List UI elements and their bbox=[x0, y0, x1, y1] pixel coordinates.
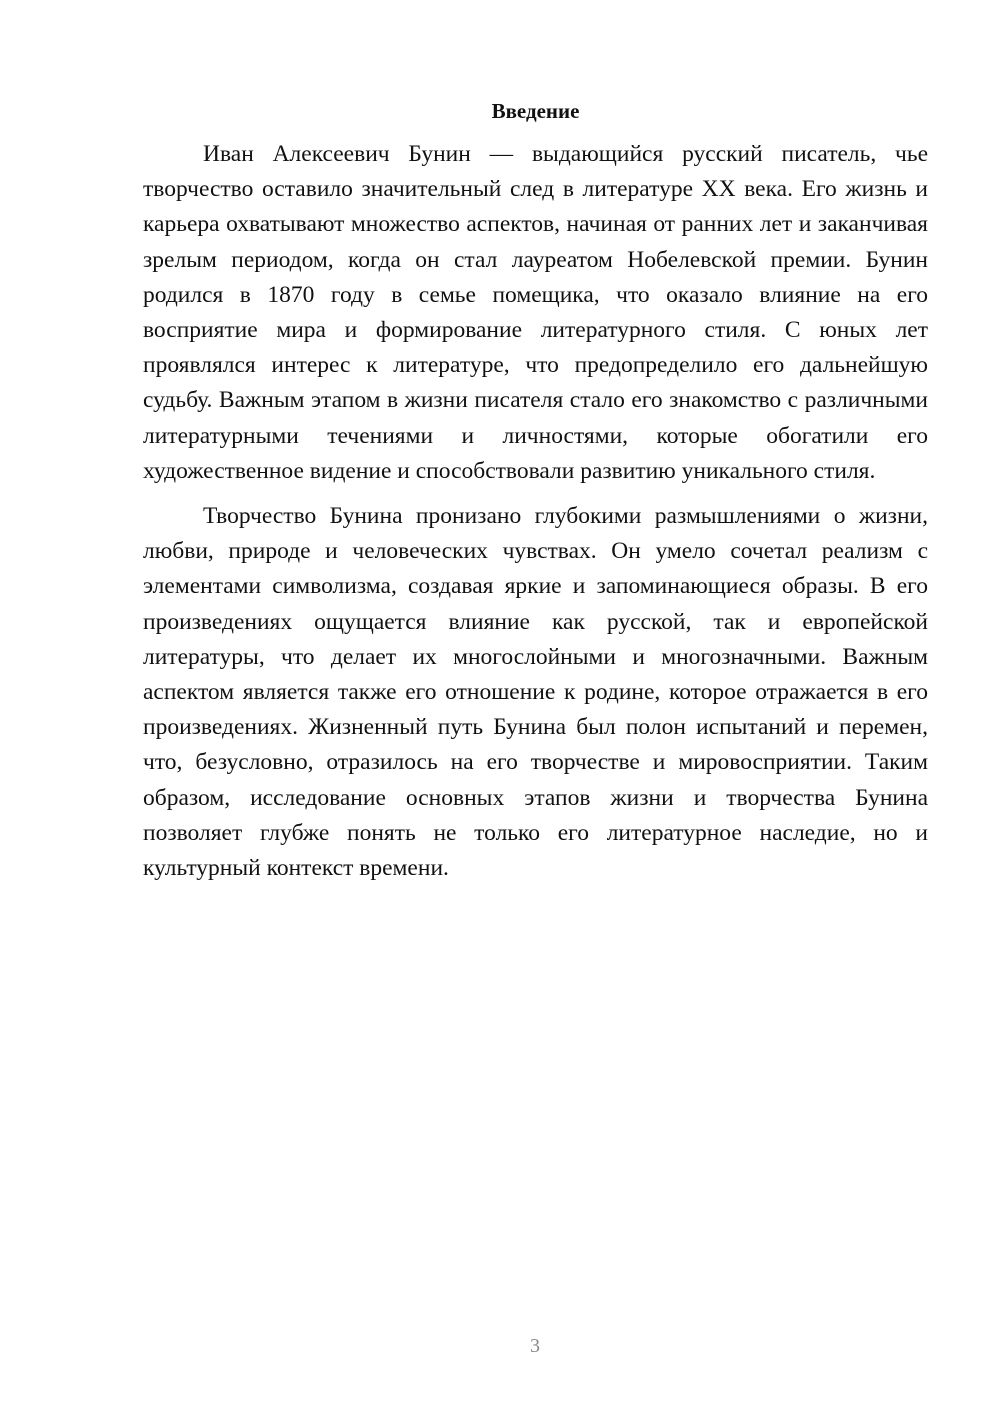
paragraph-2: Творчество Бунина пронизано глубокими размышлениями о жизни, любви, природе и человеческих чувствах. Он умело сочетал реализм с элементами символизма, создавая яркие и запоминающиеся образы. В его произведениях ощущается влияние как русской, так и европейской литературы, что делает их многослойными и многозначными. Важным аспектом является также его отношение к родине, которое отражается в его произведениях. Жизненный путь Бунина был полон испытаний и перемен, что, безусловно, отразилось на его творчестве и мировосприятии. Таким образом, исследование основных этапов жизни и творчества Бунина позволяет глубже понять не только его литературное наследие, но и культурный контекст времени. bbox=[143, 503, 928, 882]
paragraph-1: Иван Алексеевич Бунин — выдающийся русский писатель, чье творчество оставило значительный след в литературе XX века. Его жизнь и карьера охватывают множество аспектов, начиная от ранних лет и заканчивая зрелым периодом, когда он стал лауреатом Нобелевской премии. Бунин родился в 1870 году в семье помещика, что оказало влияние на его восприятие мира и формирование литературного стиля. С юных лет проявлялся интерес к литературе, что предопределило его дальнейшую судьбу. Важным этапом в жизни писателя стало его знакомство с различными литературными течениями и личностями, которые обогатили его художественное видение и способствовали развитию уникального стиля. bbox=[143, 141, 928, 484]
page-number: 3 bbox=[530, 1335, 540, 1357]
section-title: Введение bbox=[491, 99, 580, 123]
page-content bbox=[143, 96, 928, 886]
